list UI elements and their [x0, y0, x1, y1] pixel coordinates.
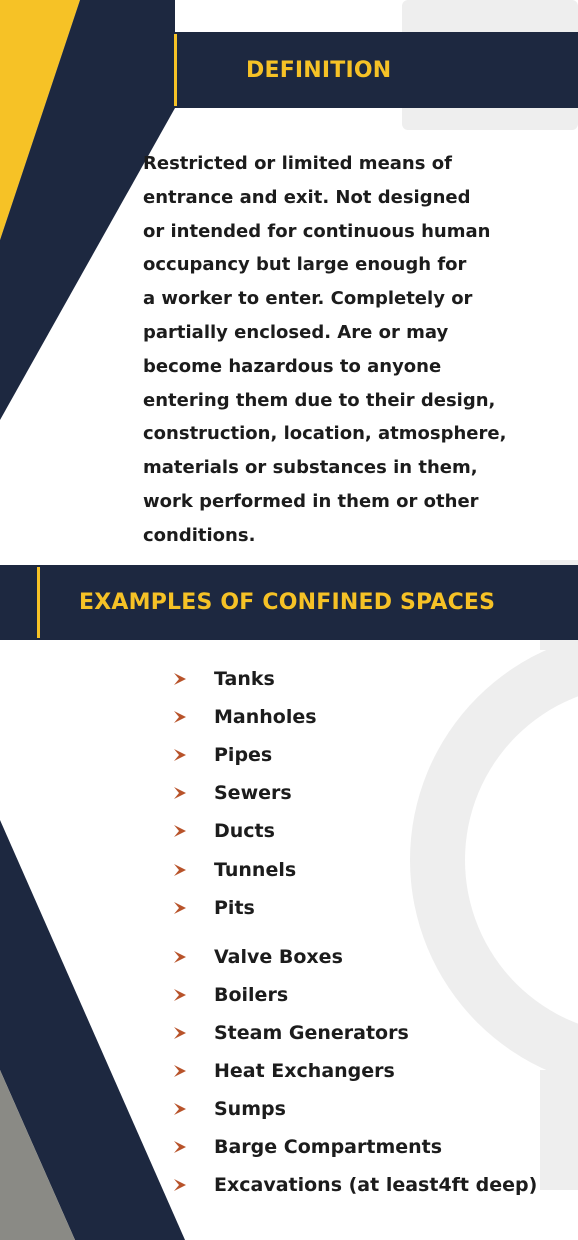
examples-title: EXAMPLES OF CONFINED SPACES [79, 590, 496, 615]
definition-line: materials or substances in them, [143, 457, 478, 479]
definition-banner-accent [174, 34, 177, 106]
definition-line: a worker to enter. Completely or [143, 288, 473, 310]
definition-line: occupancy but large enough for [143, 254, 467, 276]
arrow-bullet-icon [172, 785, 188, 801]
arrow-bullet-icon [172, 1101, 188, 1117]
example-item-label: Barge Compartments [214, 1136, 443, 1159]
example-item-label: Tanks [214, 668, 275, 691]
example-item [172, 850, 572, 888]
definition-banner [172, 32, 578, 108]
arrow-bullet-icon [172, 900, 188, 916]
example-item-label: Pits [214, 896, 255, 919]
example-item-label: Pipes [214, 744, 273, 767]
example-item [172, 1166, 572, 1204]
definition-line: entering them due to their design, [143, 389, 496, 411]
definition-line: or intended for continuous human [143, 220, 491, 242]
arrow-bullet-icon [172, 987, 188, 1003]
example-item [172, 1052, 572, 1090]
definition-line: become hazardous to anyone [143, 355, 442, 377]
example-item-label: Manholes [214, 706, 317, 729]
example-item [172, 812, 572, 850]
arrow-bullet-icon [172, 709, 188, 725]
example-item [172, 889, 572, 927]
example-item [172, 698, 572, 736]
definition-line: work performed in them or other [143, 490, 479, 512]
arrow-bullet-icon [172, 1025, 188, 1041]
arrow-bullet-icon [172, 1063, 188, 1079]
definition-text [143, 147, 575, 553]
example-item [172, 938, 572, 976]
example-item [172, 660, 572, 698]
example-item-label: Steam Generators [214, 1021, 409, 1044]
example-item-label: Valve Boxes [214, 945, 343, 968]
definition-line: construction, location, atmosphere, [143, 423, 507, 445]
example-item-label: Excavations (at least4ft deep) [214, 1174, 538, 1197]
arrow-bullet-icon [172, 747, 188, 763]
arrow-bullet-icon [172, 671, 188, 687]
definition-title: DEFINITION [246, 57, 392, 83]
arrow-bullet-icon [172, 862, 188, 878]
arrow-bullet-icon [172, 823, 188, 839]
example-item [172, 774, 572, 812]
examples-banner [35, 565, 578, 640]
example-item-label: Boilers [214, 983, 289, 1006]
example-item [172, 976, 572, 1014]
arrow-bullet-icon [172, 949, 188, 965]
definition-line: partially enclosed. Are or may [143, 321, 449, 343]
example-item-label: Ducts [214, 820, 275, 843]
example-item [172, 1128, 572, 1166]
example-item [172, 1014, 572, 1052]
example-item-label: Tunnels [214, 858, 297, 881]
example-item [172, 1090, 572, 1128]
example-item-label: Heat Exchangers [214, 1059, 395, 1082]
examples-banner-left-fill [0, 565, 37, 640]
arrow-bullet-icon [172, 1139, 188, 1155]
examples-banner-accent [37, 567, 40, 638]
example-item [172, 736, 572, 774]
example-item-label: Sewers [214, 782, 292, 805]
arrow-bullet-icon [172, 1177, 188, 1193]
definition-line: entrance and exit. Not designed [143, 186, 471, 208]
definition-line: Restricted or limited means of [143, 153, 452, 174]
examples-list [172, 660, 572, 1204]
example-item-label: Sumps [214, 1098, 286, 1121]
definition-line: conditions. [143, 524, 256, 546]
